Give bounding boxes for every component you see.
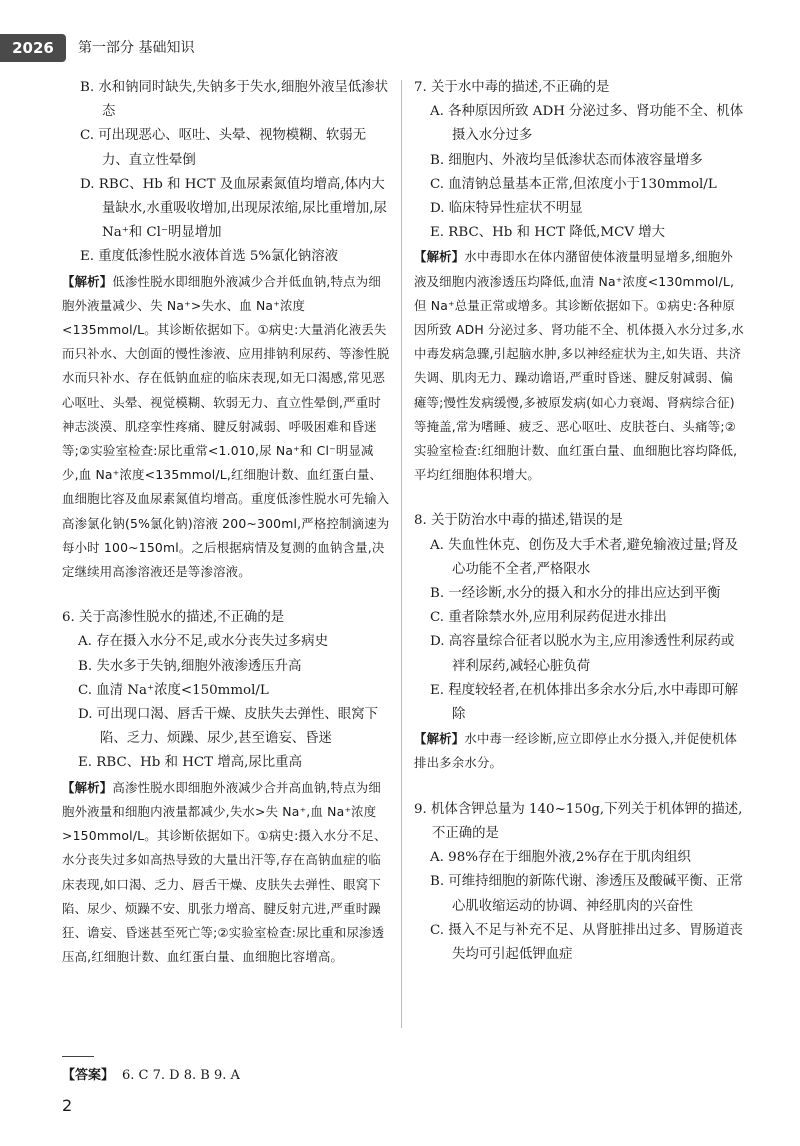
q6-analysis-label: 【解析】 <box>62 779 113 795</box>
column-divider <box>401 80 402 1028</box>
q5-option-d: D. RBC、Hb 和 HCT 及血尿素氮值均增高,体内大量缺水,水重吸收增加,出现尿浓缩,尿比重增加,尿 Na⁺和 Cl⁻明显增加 <box>80 176 387 241</box>
q8-option-e: E. 程度较轻者,在机体排出多余水分后,水中毒即可解除 <box>430 682 739 723</box>
q8-option-b: B. 一经诊断,水分的摄入和水分的排出应达到平衡 <box>430 586 721 602</box>
q7-option-a: A. 各种原因所致 ADH 分泌过多、肾功能不全、机体摄入水分过多 <box>430 104 744 144</box>
q5-option-e: E. 重度低渗性脱水液体首选 5%氯化钠溶液 <box>80 249 339 265</box>
left-column <box>62 76 390 969</box>
q9-stem: 9. 机体含钾总量为 140~150g,下列关于机体钾的描述,不正确的是 <box>414 801 743 841</box>
q5-option-b: B. 水和钠同时缺失,失钠多于失水,细胞外液呈低渗状态 <box>80 80 389 120</box>
q7-option-e: E. RBC、Hb 和 HCT 降低,MCV 增大 <box>430 225 666 241</box>
q6-option-d: D. 可出现口渴、唇舌干燥、皮肤失去弹性、眼窝下陷、乏力、烦躁、尿少,甚至谵妄、昏迷 <box>78 707 378 747</box>
q5-option-c: C. 可出现恶心、呕吐、头晕、视物模糊、软弱无力、直立性晕倒 <box>80 128 367 168</box>
q8-stem: 8. 关于防治水中毒的描述,错误的是 <box>414 513 623 529</box>
right-column <box>414 76 744 967</box>
q7-stem: 7. 关于水中毒的描述,不正确的是 <box>414 80 610 95</box>
q6-analysis-text: 高渗性脱水即细胞外液减少合并高血钠,特点为细胞外液量和细胞内液量都减少,失水>失 Na⁺,血 Na⁺浓度>150mmol/L。其诊断依据如下。①病史:摄入水分不足、水分丧失过多如高热导致的大量出汗等,存在高钠血症的临床表现,如口渴、乏力、唇舌干燥、皮肤失去弹性、眼窝下陷、尿少、烦躁不安、肌张力增高、腱反射亢进,严重时躁狂、谵妄、昏迷甚至死亡等;②实验室检查:尿比重和尿渗透压高,红细胞计数、血红蛋白量、血细胞比容增高。 <box>62 779 387 965</box>
q9-option-a: A. 98%存在于细胞外液,2%存在于肌肉组织 <box>430 850 691 866</box>
section-title: 第一部分 基础知识 <box>78 40 195 56</box>
q5-analysis <box>62 270 390 585</box>
answer-key <box>62 1064 240 1083</box>
q9-option-c: C. 摄入不足与补充不足、从肾脏排出过多、胃肠道丧失均可引起低钾血症 <box>430 922 743 962</box>
q8-option-d: D. 高容量综合征者以脱水为主,应用渗透性利尿药或袢利尿药,减轻心脏负荷 <box>430 634 735 674</box>
q6-stem: 6. 关于高渗性脱水的描述,不正确的是 <box>62 610 285 626</box>
answer-rule <box>62 1056 94 1057</box>
year-badge: 2026 <box>0 34 66 62</box>
q7-analysis <box>414 245 744 487</box>
q7-analysis-text: 水中毒即水在体内潴留使体液量明显增多,细胞外液及细胞内液渗透压均降低,血清 Na⁺浓度<130mmol/L,但 Na⁺总量正常或增多。其诊断依据如下。①病史:各种原因所致 ADH 分泌过多、肾功能不全、机体摄入水分过多,水中毒发病急骤,引起脑水肿,多以神经症状为主,如失语、共济失调、肌肉无力、躁动谵语,严重时昏迷、腱反射减弱、偏瘫等;慢性发病缓慢,多被原发病(如心力衰竭、肾病综合征)等掩盖,常为嗜睡、疲乏、恶心呕吐、皮肤苍白、头痛等;②实验室检查:红细胞计数、血红蛋白量、血细胞比容均降低,平均红细胞体积增大。 <box>414 249 744 483</box>
q8-analysis-text: 水中毒一经诊断,应立即停止水分摄入,并促使机体排出多余水分。 <box>414 731 738 771</box>
page-header <box>0 34 800 62</box>
q9-option-b: B. 可维持细胞的新陈代谢、渗透压及酸碱平衡、正常心肌收缩运动的协调、神经肌肉的兴奋性 <box>430 874 743 914</box>
q7-option-c: C. 血清钠总量基本正常,但浓度小于130mmol/L <box>430 176 717 192</box>
q7-analysis-label: 【解析】 <box>414 249 465 265</box>
answer-text: 6. C 7. D 8. B 9. A <box>122 1068 240 1083</box>
q7-option-b: B. 细胞内、外液均呈低渗状态而体液容量增多 <box>430 152 703 168</box>
q7-option-d: D. 临床特异性症状不明显 <box>430 201 583 217</box>
q6-option-e: E. RBC、Hb 和 HCT 增高,尿比重高 <box>78 755 302 771</box>
q6-option-a: A. 存在摄入水分不足,或水分丧失过多病史 <box>78 634 329 650</box>
q6-analysis <box>62 776 390 970</box>
page-number: 2 <box>62 1096 73 1115</box>
q5-analysis-text: 低渗性脱水即细胞外液减少合并低血钠,特点为细胞外液量减少、失 Na⁺>失水、血 Na⁺浓度<135mmol/L。其诊断依据如下。①病史:大量消化液丢失而只补水、大创面的慢性渗液、应用排钠利尿药、等渗性脱水而只补水、存在低钠血症的临床表现,如无口渴感,常见恶心呕吐、头晕、视觉模糊、软弱无力、直立性晕倒,严重时神志淡漠、肌痉挛性疼痛、腱反射减弱、呼吸困难和昏迷等;②实验室检查:尿比重常<1.010,尿 Na⁺和 Cl⁻明显减少,血 Na⁺浓度<135mmol/L,红细胞计数、血红蛋白量、血细胞比容及血尿素氮值均增高。重度低渗性脱水可先输入高渗氯化钠(5%氯化钠)溶液 200~300ml,严格控制滴速为每小时 100~150ml。之后根据病情及复测的血钠含量,决定继续用高渗溶液还是等渗溶液。 <box>62 273 390 580</box>
q8-analysis-label: 【解析】 <box>414 731 465 747</box>
q8-analysis <box>414 727 744 775</box>
answer-label: 【答案】 <box>62 1068 115 1083</box>
q6-option-c: C. 血清 Na⁺浓度<150mmol/L <box>78 682 269 698</box>
q8-option-a: A. 失血性休克、创伤及大手术者,避免输液过量;肾及心功能不全者,严格限水 <box>430 537 739 577</box>
q6-option-b: B. 失水多于失钠,细胞外液渗透压升高 <box>78 658 302 674</box>
q8-option-c: C. 重者除禁水外,应用利尿药促进水排出 <box>430 610 667 626</box>
q5-analysis-label: 【解析】 <box>62 273 113 289</box>
